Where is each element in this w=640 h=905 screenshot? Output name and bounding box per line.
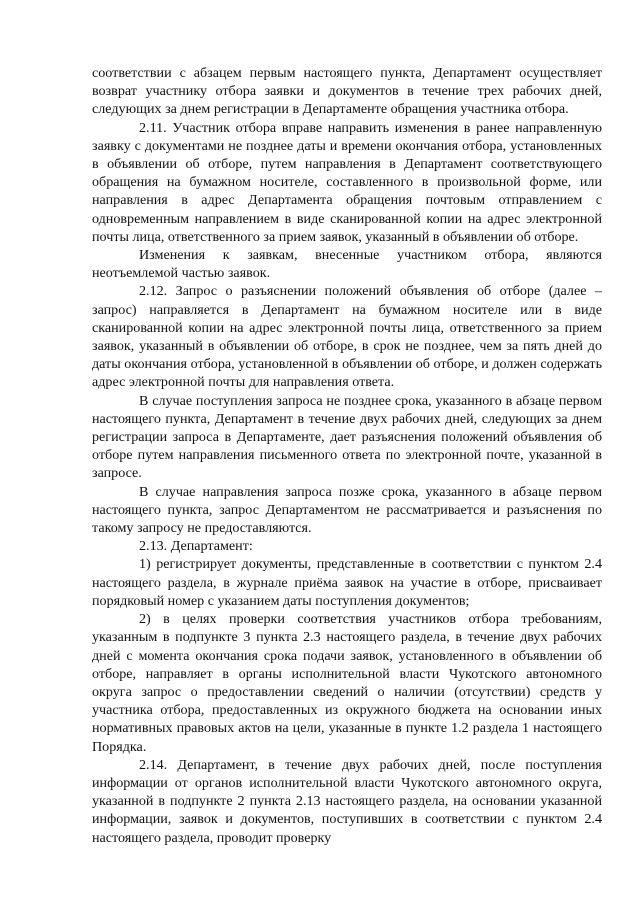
paragraph-2-13: 2.13. Департамент: bbox=[139, 538, 253, 555]
paragraph-2-13-item-2: 2) в целях проверки соответствия участников отбора требованиям, указанным в подпункте 3 пункта 2.3 настоящего раздела, в течение двух рабочих дней с момента окончания срока подачи заявок, установленного в объявлении об отборе, направляет в органы исполнительной власти Чукотского автономного округа запрос о предоставлении сведений о наличии (отсутствии) средств у участника отбора, предоставленных из окружного бюджета на основании иных нормативных правовых актов на цели, указанные в пункте 1.2 раздела 1 настоящего Порядка. bbox=[92, 611, 602, 755]
paragraph-2-12: 2.12. Запрос о разъяснении положений объявления об отборе (далее – запрос) направляется в Департамент на бумажном носителе или в виде сканированной копии на адрес электронной почты лица, ответственного за прием заявок, указанный в объявлении об отборе, в срок не позднее, чем за пять дней до даты окончания отбора, установленной в объявлении об отборе, и должен содержать адрес электронной почты для направления ответа. bbox=[92, 283, 602, 391]
paragraph-2-14: 2.14. Департамент, в течение двух рабочих дней, после поступления информации от органов исполнительной власти Чукотского автономного округа, указанной в подпункте 2 пункта 2.13 настоящего раздела, на основании указанной информации, заявок и документов, поступивших в соответствии с пунктом 2.4 настоящего раздела, проводит проверку bbox=[92, 756, 602, 846]
document-page bbox=[92, 64, 602, 847]
paragraph-2-13-item-1: 1) регистрирует документы, представленные в соответствии с пунктом 2.4 настоящего раздела, в журнале приёма заявок на участие в отборе, присваивает порядковый номер с указанием даты поступления документов; bbox=[92, 556, 602, 609]
paragraph-2-11: 2.11. Участник отбора вправе направить изменения в ранее направленную заявку с документами не позднее даты и времени окончания отбора, установленных в объявлении об отборе, путем направления в Департамент соответствующего обращения на бумажном носителе, составленного в произвольной форме, или направления в адрес Департамента обращения почтовым отправлением с одновременным направлением в виде сканированной копии на адрес электронной почты лица, ответственного за прием заявок, указанный в объявлении об отборе. bbox=[92, 119, 602, 245]
paragraph-continuation: соответствии с абзацем первым настоящего пункта, Департамент осуществляет возврат участнику отбора заявки и документов в течение трех рабочих дней, следующих за днем регистрации в Департаменте обращения участника отбора. bbox=[92, 65, 602, 118]
paragraph-late-request: В случае направления запроса позже срока, указанного в абзаце первом настоящего пункта, запрос Департаментом не рассматривается и разъяснения по такому запросу не предоставляются. bbox=[92, 483, 602, 537]
paragraph-amendments: Изменения к заявкам, внесенные участником отбора, являются неотъемлемой частью заявок. bbox=[92, 247, 602, 282]
paragraph-timely-request: В случае поступления запроса не позднее срока, указанного в абзаце первом настоящего пункта, Департамент в течение двух рабочих дней, следующих за днем регистрации запроса в Департаменте, дает разъяснения положений объявления об отборе путем направления письменного ответа по электронной почте, указанной в запросе. bbox=[92, 392, 602, 482]
